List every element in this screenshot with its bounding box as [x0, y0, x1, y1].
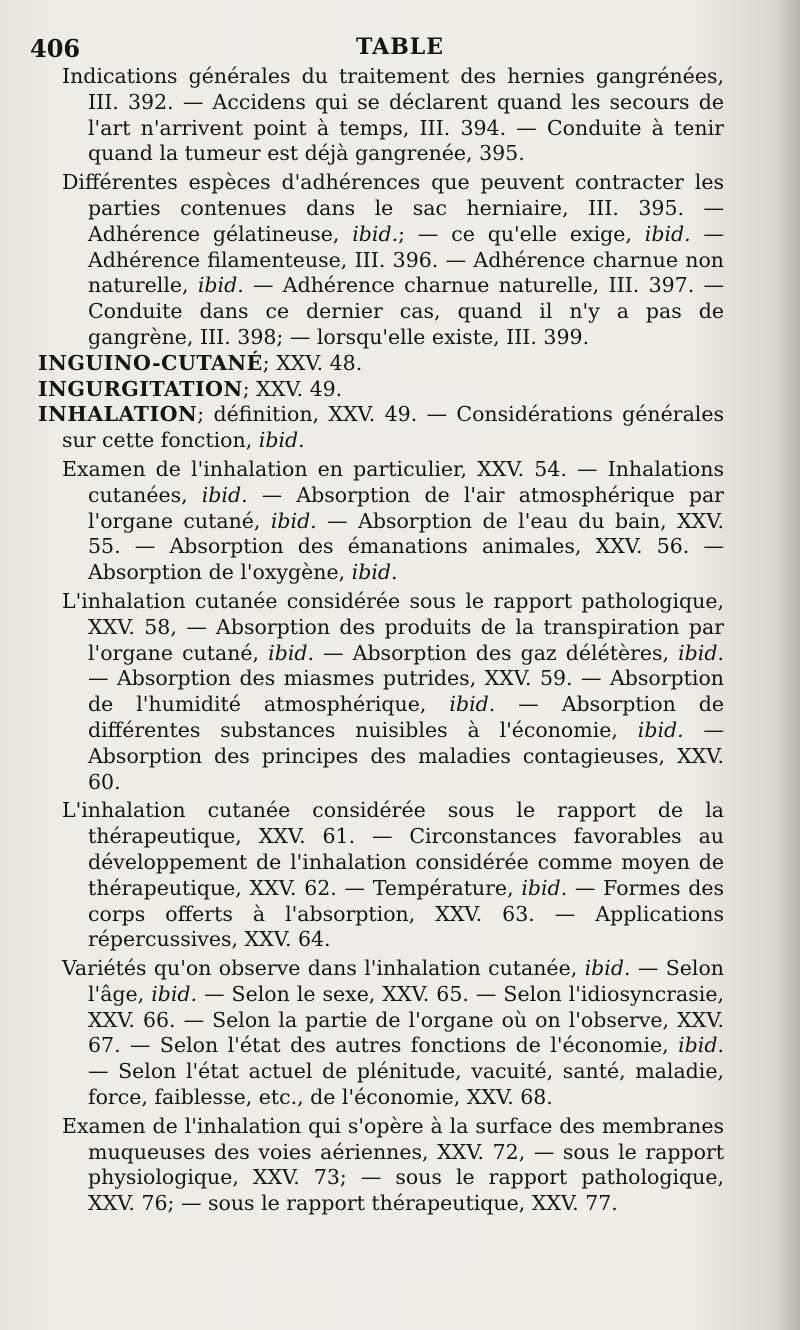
index-paragraph: Examen de l'inhalation en particulier, XXV. 54. — Inhalations cutanées, ibid. — Absorption de l'air atmosphérique par l'organe cutané, ibid. — Absorption de l'eau du bain, XXV. 55. — Absorption des émanations animales, XXV. 56. — Absorption de l'oxygène, ibid.	[62, 456, 724, 585]
index-paragraph: Indications générales du traitement des hernies gangrénées, III. 392. — Accidens qui se déclarent quand les secours de l'art n'arrivent point à temps, III. 394. — Conduite à tenir quand la tumeur est déjà gangrenée, 395.	[62, 64, 724, 166]
entry-text: ; XXV. 49.	[242, 376, 343, 401]
index-entry	[38, 377, 724, 403]
index-entry	[38, 351, 724, 377]
page-header	[30, 34, 770, 68]
index-paragraph: Différentes espèces d'adhérences que peuvent contracter les parties contenues dans le sac herniaire, III. 395. — Adhérence gélatineuse, ibid.; — ce qu'elle exige, ibid. — Adhérence filamenteuse, III. 396. — Adhérence charnue non naturelle, ibid. — Adhérence charnue naturelle, III. 397. — Conduite dans ce dernier cas, quand il n'y a pas de gangrène, III. 398; — lorsqu'elle existe, III. 399.	[62, 170, 725, 349]
entry-headword: INGUINO-CUTANÉ	[38, 350, 263, 375]
entry-text: ; XXV. 48.	[262, 350, 363, 375]
running-title: TABLE	[355, 34, 445, 60]
index-paragraph: Variétés qu'on observe dans l'inhalation cutanée, ibid. — Selon l'âge, ibid. — Selon le sexe, XXV. 65. — Selon l'idiosyncrasie, XXV. 66. — Selon la partie de l'organe où on l'observe, XXV. 67. — Selon l'état des autres fonctions de l'économie, ibid. — Selon l'état actuel de plénitude, vacuité, santé, maladie, force, faiblesse, etc., de l'économie, XXV. 68.	[62, 956, 724, 1110]
index-paragraph: L'inhalation cutanée considérée sous le rapport pathologique, XXV. 58, — Absorption des produits de la transpiration par l'organe cutané, ibid. — Absorption des gaz délétères, ibid. — Absorption des miasmes putrides, XXV. 59. — Absorption de l'humidité atmosphérique, ibid. — Absorption de différentes substances nuisibles à l'économie, ibid. — Absorption des principes des maladies contagieuses, XXV. 60.	[62, 588, 725, 794]
entry-text: ; définition, XXV. 49. — Considérations générales sur cette fonction, ibid.	[62, 402, 724, 453]
entry-headword: INHALATION	[38, 402, 198, 427]
index-content	[38, 64, 724, 1217]
page-number: 406	[30, 34, 81, 63]
index-paragraph: Examen de l'inhalation qui s'opère à la surface des membranes muqueuses des voies aériennes, XXV. 72, — sous le rapport physiologique, XXV. 73; — sous le rapport pathologique, XXV. 76; — sous le rapport thérapeutique, XXV. 77.	[62, 1113, 724, 1216]
entry-headword: INGURGITATION	[38, 376, 243, 401]
index-paragraph: L'inhalation cutanée considérée sous le rapport de la thérapeutique, XXV. 61. — Circonstances favorables au développement de l'inhalation considérée comme moyen de thérapeutique, XXV. 62. — Température, ibid. — Formes des corps offerts à l'absorption, XXV. 63. — Applications répercussives, XXV. 64.	[62, 798, 724, 952]
index-entry	[38, 402, 724, 454]
